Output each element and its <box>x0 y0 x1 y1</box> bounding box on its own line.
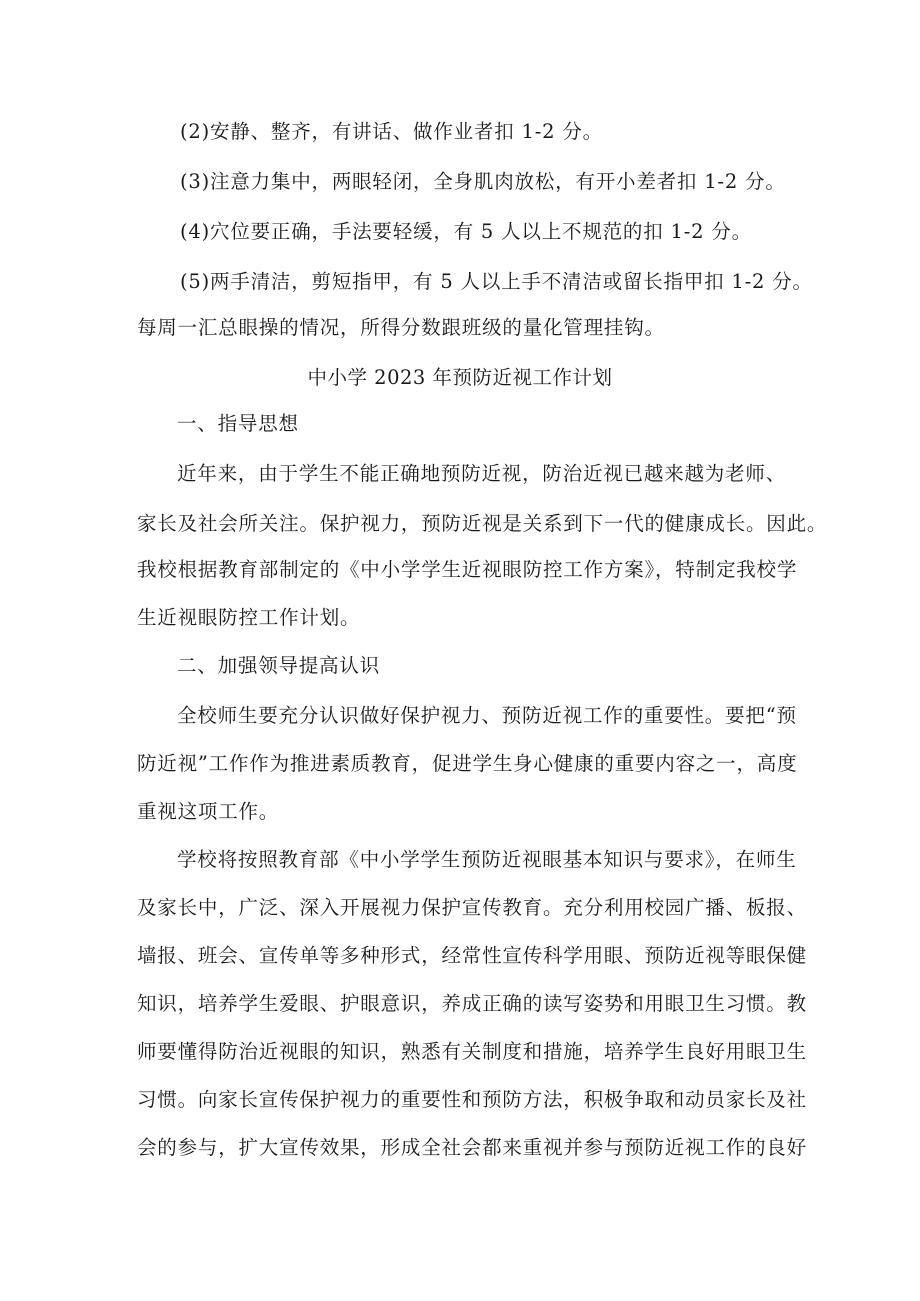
paragraph-line: 学校将按照教育部《中小学学生预防近视眼基本知识与要求》，在师生 <box>177 848 797 871</box>
paragraph-line: 墙报、班会、宣传单等多种形式，经常性宣传科学用眼、预防近视等眼保健 <box>137 944 807 967</box>
document-title: 中小学 2023 年预防近视工作计划 <box>307 366 613 389</box>
paragraph-line: 防近视”工作作为推进素质教育，促进学生身心健康的重要内容之一，高度 <box>137 752 798 775</box>
paragraph-line: 近年来，由于学生不能正确地预防近视，防治近视已越来越为老师、 <box>177 462 787 485</box>
paragraph-line: 家长及社会所关注。保护视力，预防近视是关系到下一代的健康成长。因此。 <box>137 512 828 535</box>
paragraph-line: 习惯。向家长宣传保护视力的重要性和预防方法，积极争取和动员家长及社 <box>137 1088 807 1111</box>
rule-item-5: (5)两手清洁，剪短指甲，有 5 人以上手不清洁或留长指甲扣 1-2 分。 <box>180 270 813 293</box>
rule-item-2: (2)安静、整齐，有讲话、做作业者扣 1-2 分。 <box>180 120 603 143</box>
paragraph-line: 会的参与，扩大宣传效果，形成全社会都来重视并参与预防近视工作的良好 <box>137 1136 807 1159</box>
paragraph-line: 知识，培养学生爱眼、护眼意识，养成正确的读写姿势和用眼卫生习惯。教 <box>137 992 807 1015</box>
paragraph-line: 我校根据教育部制定的《中小学学生近视眼防控工作方案》，特制定我校学 <box>137 558 798 581</box>
paragraph-line: 生近视眼防控工作计划。 <box>137 606 361 629</box>
summary-text: 每周一汇总眼操的情况，所得分数跟班级的量化管理挂钩。 <box>137 316 665 339</box>
paragraph-line: 全校师生要充分认识做好保护视力、预防近视工作的重要性。要把“预 <box>177 704 797 727</box>
paragraph-line: 师要懂得防治近视眼的知识，熟悉有关制度和措施，培养学生良好用眼卫生 <box>137 1040 807 1063</box>
section-heading-guiding-thought: 一、指导思想 <box>177 412 299 435</box>
paragraph-line: 重视这项工作。 <box>137 800 280 823</box>
paragraph-line: 及家长中，广泛、深入开展视力保护宣传教育。充分利用校园广播、板报、 <box>137 896 807 919</box>
section-heading-leadership: 二、加强领导提高认识 <box>177 654 381 677</box>
rule-item-3: (3)注意力集中，两眼轻闭，全身肌肉放松，有开小差者扣 1-2 分。 <box>180 170 786 193</box>
rule-item-4: (4)穴位要正确，手法要轻缓，有 5 人以上不规范的扣 1-2 分。 <box>180 220 752 243</box>
